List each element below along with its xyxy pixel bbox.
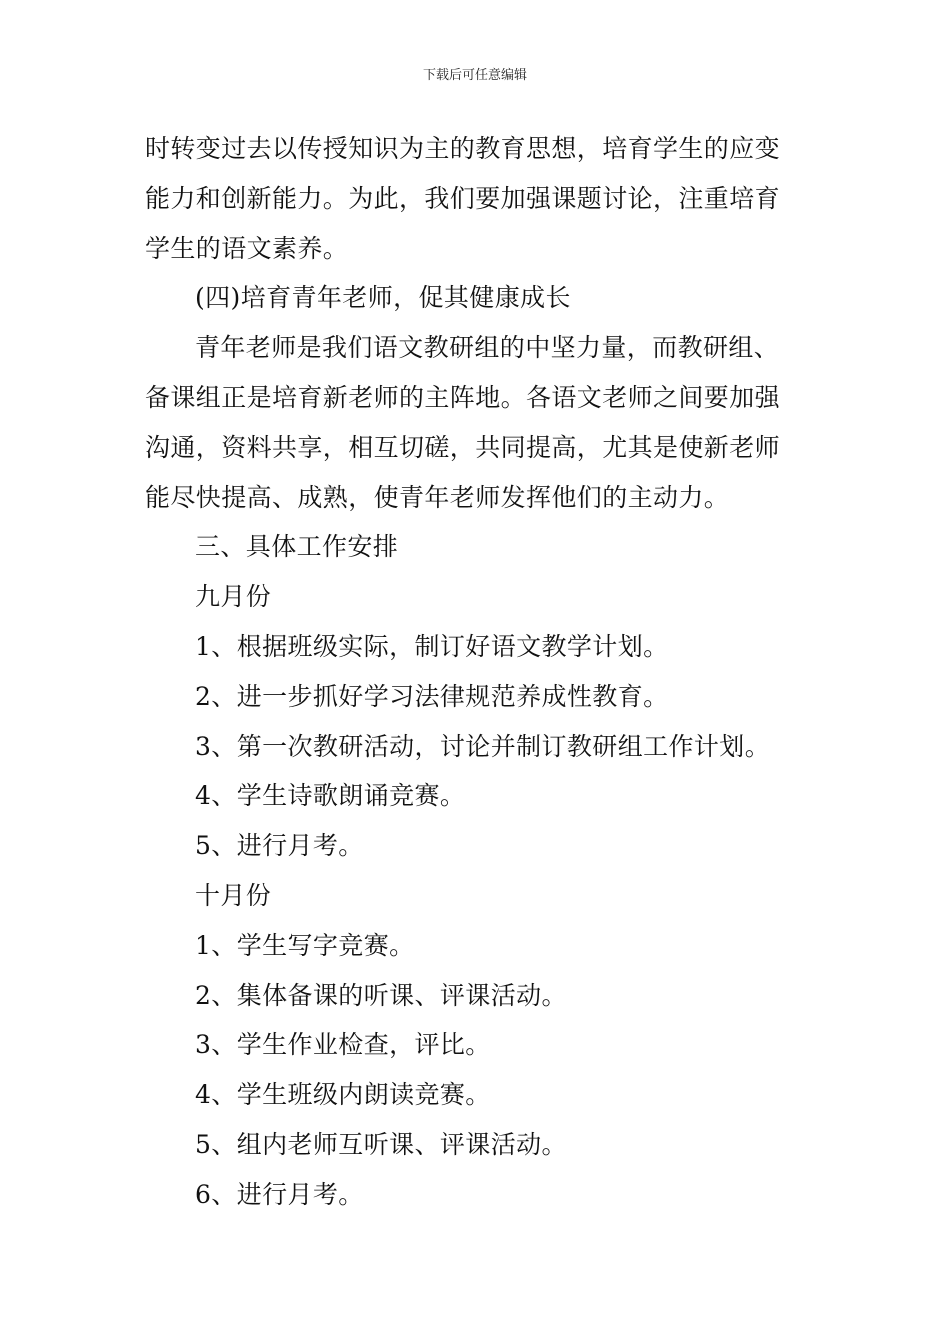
month-heading: 十月份 [195,880,272,910]
list-item: 3、第一次教研活动，讨论并制订教研组工作计划。 [195,731,771,761]
text-line: 时转变过去以传授知识为主的教育思想，培育学生的应变 [145,134,781,163]
list-item: 4、学生诗歌朗诵竞赛。 [195,781,466,811]
text-line: 学生的语文素养。 [145,233,349,263]
list-item: 2、集体备课的听课、评课活动。 [195,980,567,1010]
month-heading: 九月份 [195,582,272,612]
paragraph-start: 青年老师是我们语文教研组的中坚力量，而教研组、 [195,333,780,363]
list-item: 1、学生写字竞赛。 [195,930,415,960]
list-item: 5、进行月考。 [195,831,364,861]
list-item: 4、学生班级内朗读竞赛。 [195,1080,491,1110]
text-line: 沟通，资料共享，相互切磋，共同提高，尤其是使新老师 [145,432,781,462]
list-item: 5、组内老师互听课、评课活动。 [195,1129,567,1159]
list-item: 6、进行月考。 [195,1179,364,1209]
page-header: 下载后可任意编辑 [422,68,527,83]
document-body [145,124,810,1220]
list-item: 3、学生作业检查，评比。 [195,1030,491,1060]
list-item: 1、根据班级实际，制订好语文教学计划。 [195,631,669,661]
text-line: 备课组正是培育新老师的主阵地。各语文老师之间要加强 [145,382,781,412]
list-item: 2、进一步抓好学习法律规范养成性教育。 [195,681,669,711]
text-line: 能尽快提高、成熟，使青年老师发挥他们的主动力。 [145,482,730,512]
section-heading: (四)培育青年老师，促其健康成长 [195,283,571,313]
text-line: 能力和创新能力。为此，我们要加强课题讨论，注重培育 [145,183,781,213]
section-heading: 三、具体工作安排 [195,532,399,562]
